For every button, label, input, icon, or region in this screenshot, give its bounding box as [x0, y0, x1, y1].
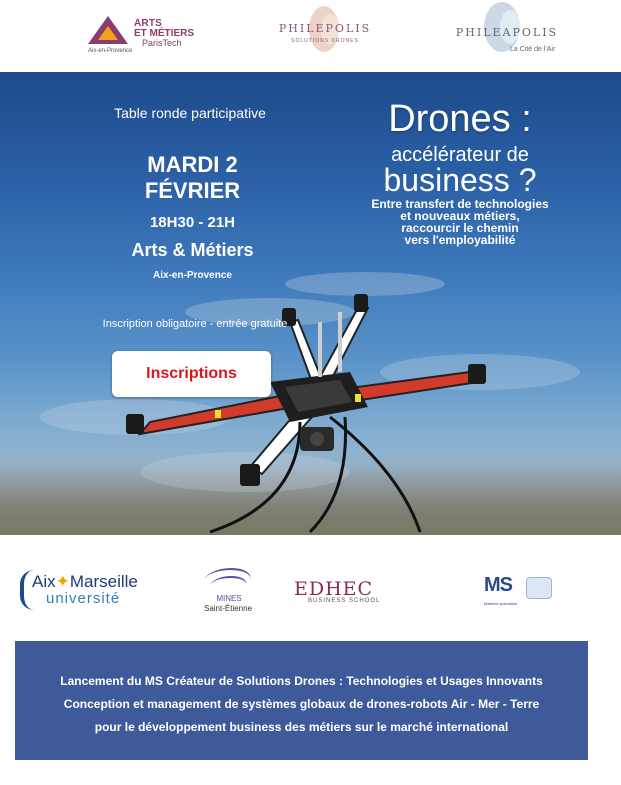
event-date-day: MARDI 2	[147, 152, 238, 177]
ms-badge-icon	[526, 577, 552, 599]
program-info-box	[15, 641, 588, 760]
hero-banner	[0, 72, 621, 535]
edhec-logo	[290, 578, 390, 608]
event-date-month: FÉVRIER	[144, 178, 241, 203]
ms-logo	[482, 574, 556, 610]
logo-text: université	[46, 590, 121, 607]
event-venue: Arts & Métiers	[131, 240, 254, 260]
logo-location: Aix-en-Provence	[88, 48, 133, 54]
logo-subtitle: Mastère spécialisé	[484, 601, 518, 606]
drone-icon	[40, 272, 580, 532]
subheadline-line: vers l'employabilité	[404, 233, 516, 247]
headline-business: business ?	[383, 162, 537, 198]
registration-note: Inscription obligatoire - entrée gratuite	[102, 318, 288, 330]
logo-text: PHILEPOLIS	[278, 22, 372, 35]
event-city: Aix-en-Provence	[153, 270, 232, 281]
logo-text: ParisTech	[142, 38, 182, 48]
headline-drones: Drones :	[388, 98, 532, 140]
philepolis-drones-logo	[275, 6, 375, 61]
aix-marseille-universite-logo	[20, 570, 150, 614]
logo-text: PHILEAPOLIS	[455, 26, 559, 39]
info-line: Lancement du MS Créateur de Solutions Drones : Technologies et Usages Innovants	[60, 674, 543, 688]
event-time: 18H30 - 21H	[149, 214, 236, 231]
info-line: pour le développement business des métiers sur le marché international	[94, 720, 509, 734]
mines-saint-etienne-logo	[198, 568, 258, 616]
logo-subtitle: BUSINESS SCHOOL	[308, 598, 381, 604]
logo-text: Saint-Étienne	[203, 604, 253, 613]
event-date	[110, 152, 275, 204]
drone-illustration	[0, 72, 621, 535]
logo-text: MS	[484, 574, 512, 596]
logo-subtitle: La Cité de l'Air	[510, 46, 556, 53]
logo-text: ARTS	[134, 18, 163, 29]
logo-text: MINES	[216, 594, 242, 603]
event-type: Table ronde participative	[114, 105, 266, 121]
subheadline	[345, 198, 575, 246]
subheadline-line: raccourcir le chemin	[401, 221, 519, 235]
logo-text: ET MÉTIERS	[134, 28, 195, 39]
logo-text: EDHEC	[294, 578, 374, 600]
headline-accelerateur: accélérateur de	[391, 144, 529, 166]
header-logo-bar	[0, 0, 621, 72]
phileapolis-logo	[452, 2, 562, 62]
subheadline-line: Entre transfert de technologies	[371, 197, 549, 211]
arts-et-metiers-triangle-inner-icon	[98, 26, 118, 40]
subheadline-line: et nouveaux métiers,	[400, 209, 520, 223]
arts-et-metiers-logo	[88, 16, 218, 56]
inscriptions-button[interactable]: Inscriptions	[112, 351, 271, 397]
logo-subtitle: SOLUTIONS DRONES	[291, 38, 359, 44]
amu-star-icon: ✦	[55, 572, 70, 591]
logo-text: Aix✦Marseille	[32, 572, 138, 591]
info-line: Conception et management de systèmes globaux de drones-robots Air - Mer - Terre	[63, 697, 540, 711]
